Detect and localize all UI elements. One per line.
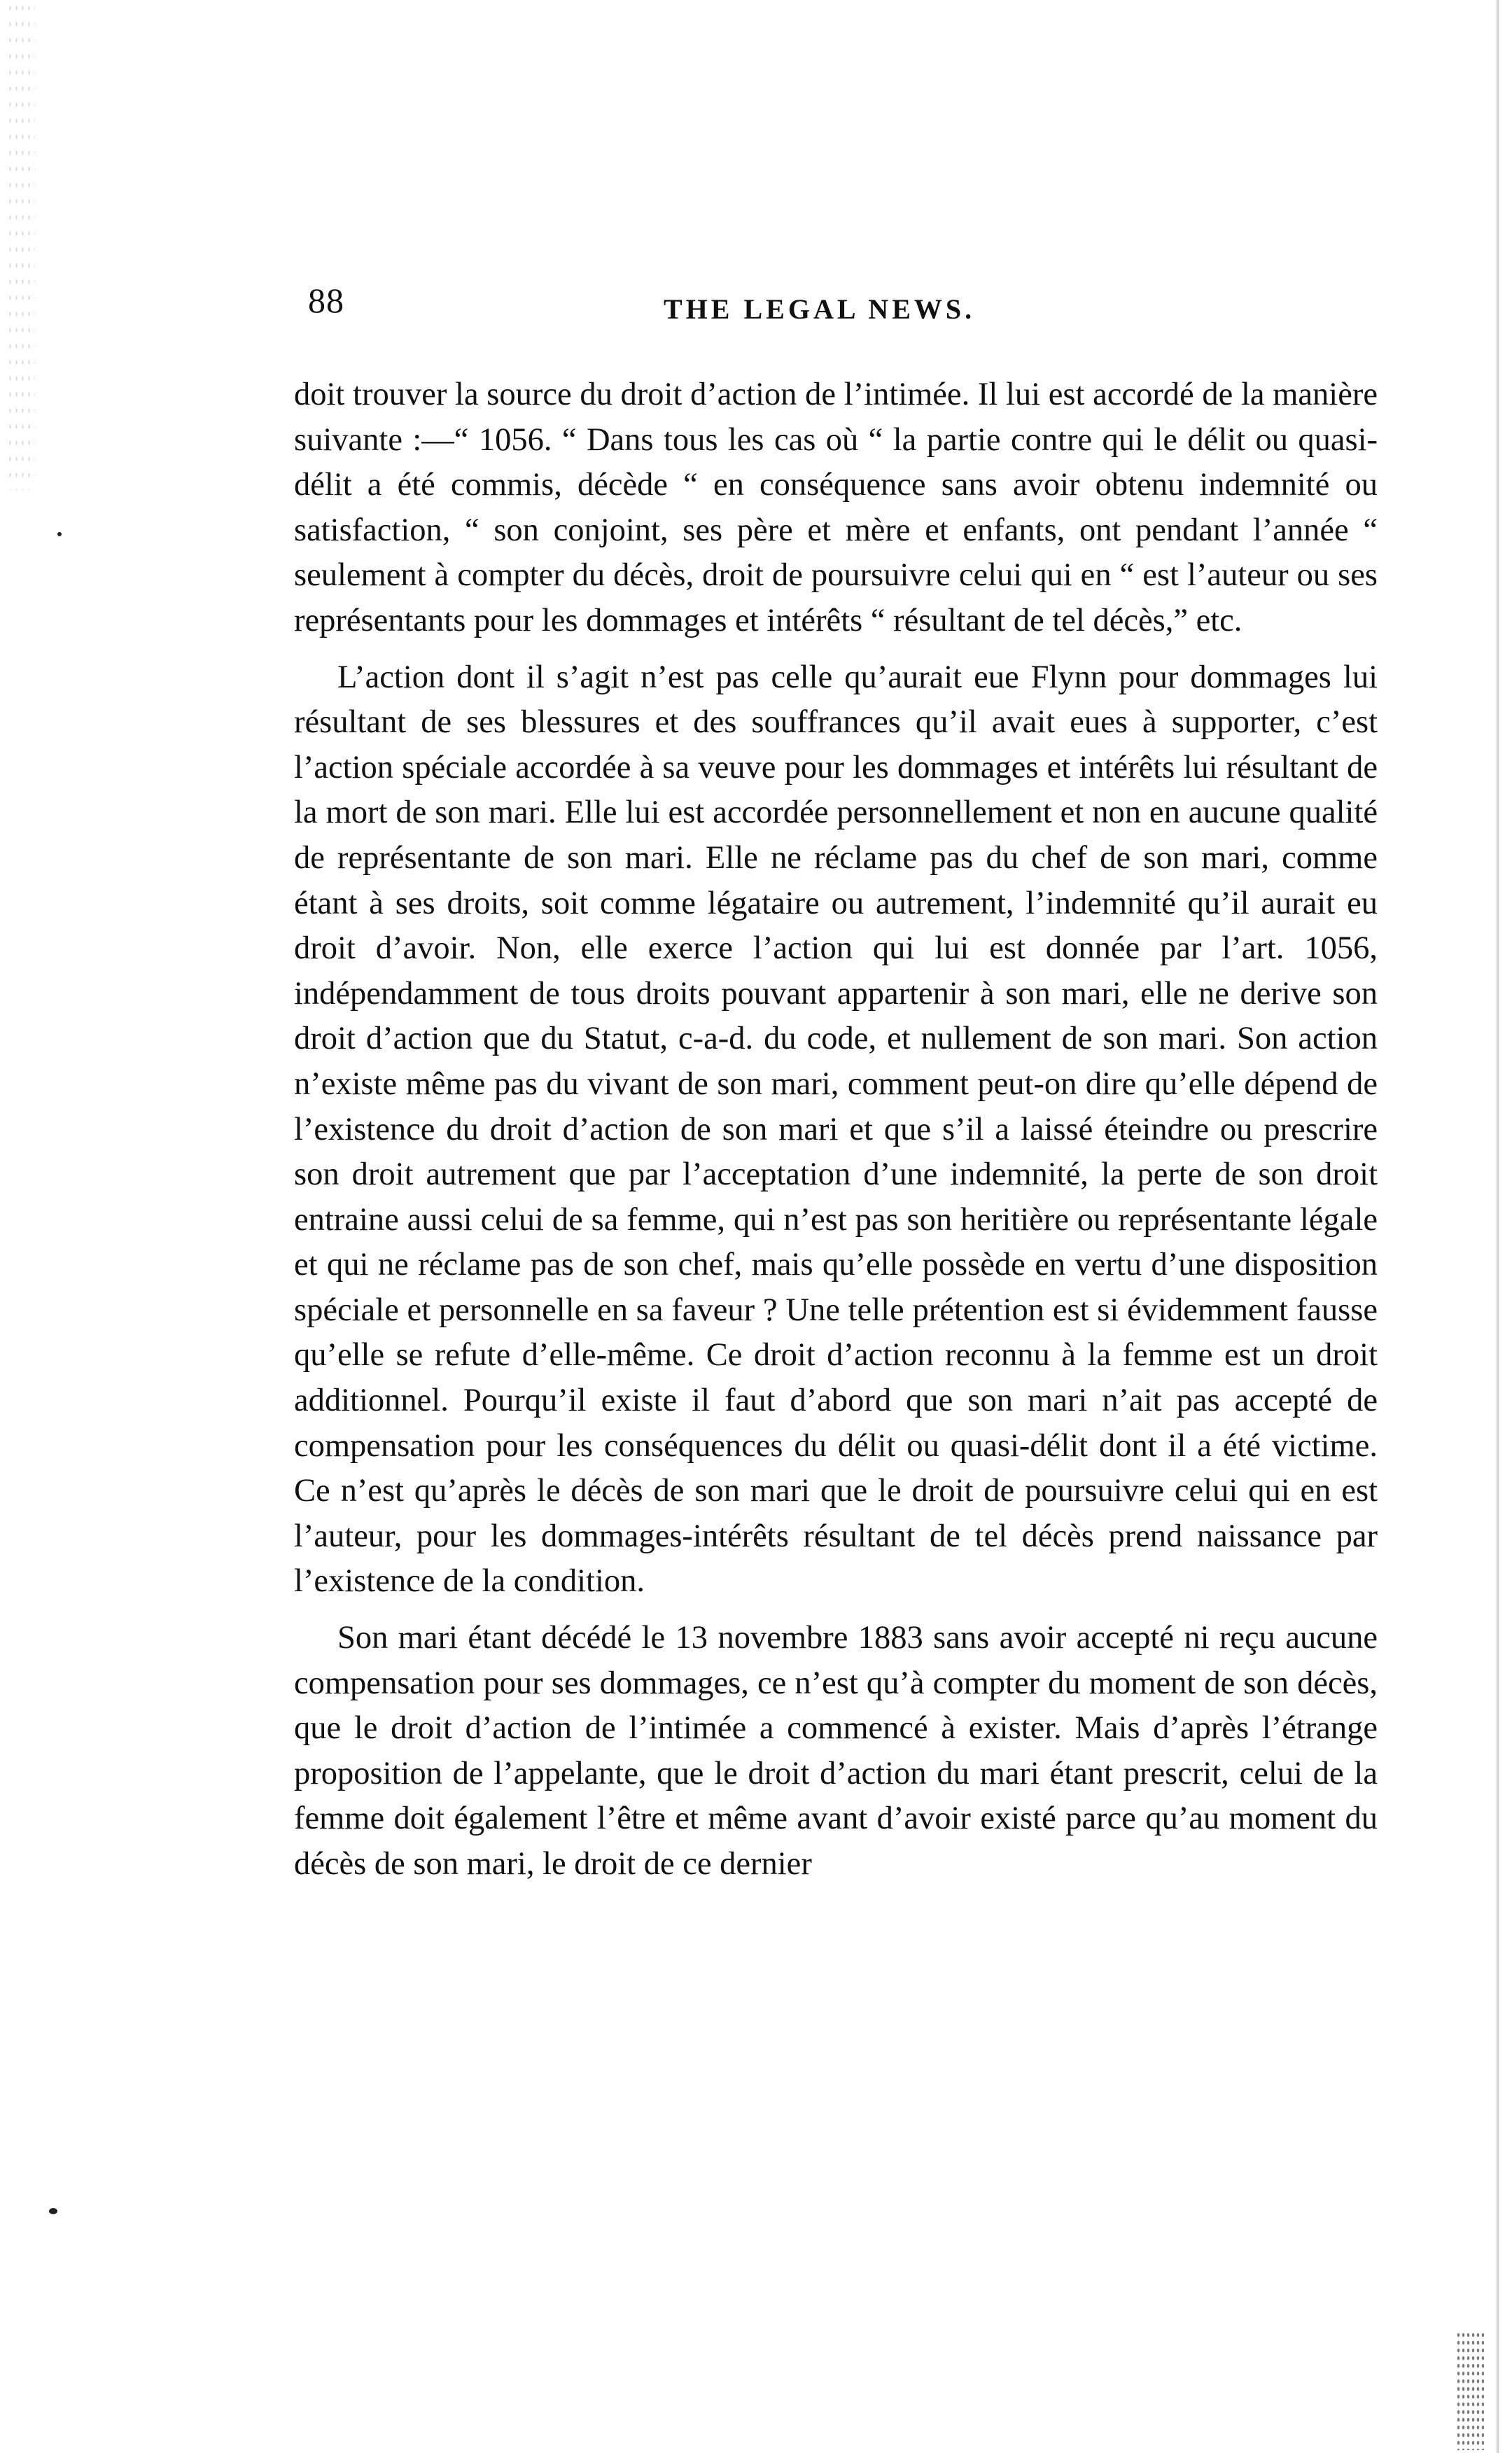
scan-edge-shadow (1495, 0, 1499, 2453)
body-text (294, 372, 1378, 1887)
page-number: 88 (308, 281, 344, 320)
scan-edge-noise (7, 0, 35, 490)
running-title: THE LEGAL NEWS. (664, 293, 976, 325)
paragraph-3: Son mari étant décédé le 13 novembre 1883 sans avoir accepté ni reçu aucune compensation pour ses dommages, ce n’est qu’à compter du moment de son décès, que le droit d’action de l’intimée a commencé à exister. Mais d’après l’étrange proposition de l’appelante, que le droit d’action du mari étant prescrit, celui de la femme doit également l’être et même avant d’avoir existé parce qu’au moment du décès de son mari, le droit de ce dernier (294, 1620, 1378, 1882)
running-header (308, 280, 1372, 329)
margin-mark (57, 532, 62, 536)
paragraph-2: L’action dont il s’agit n’est pas celle qu’aurait eue Flynn pour dommages lui résultant de ses blessures et des souffrances qu’il avait eues à supporter, c’est l’action spéciale accordée à sa veuve pour les dommages et intérêts lui résultant de la mort de son mari. Elle lui est accordée personnellement et non en aucune qualité de représentante de son mari. Elle ne réclame pas du chef de son mari, comme étant à ses droits, soit comme légataire ou autrement, l’indemnité qu’il aurait eu droit d’avoir. Non, elle exerce l’action qui lui est donnée par l’art. 1056, indépendamment de tous droits pouvant appartenir à son mari, elle ne derive son droit d’action que du Statut, c-a-d. du code, et nullement de son mari. Son action n’existe même pas du vivant de son mari, comment peut-on dire qu’elle dépend de l’existence du droit d’action de son mari et que s’il a laissé éteindre ou prescrire son droit autrement que par l’acceptation d’une indemnité, la perte de son droit entraine aussi celui de sa femme, qui n’est pas son heritière ou représentante légale et qui ne réclame pas de son chef, mais qu’elle possède en vertu d’une disposition spéciale et personnelle en sa faveur ? Une telle prétention est si évidemment fausse qu’elle se refute d’elle-même. Ce droit d’action reconnu à la femme est un droit additionnel. Pourqu’il existe il faut d’abord que son mari n’ait pas accepté de compensation pour les conséquences du délit ou quasi-délit dont il a été victime. Ce n’est qu’après le décès de son mari que le droit de poursuivre celui qui en est l’auteur, pour les dommages-intérêts résultant de tel décès prend naissance par l’existence de la condition. (294, 659, 1378, 1600)
scan-corner-noise (1456, 2331, 1484, 2450)
margin-mark (49, 2208, 57, 2214)
paragraph-1: doit trouver la source du droit d’action de l’intimée. Il lui est accordé de la manière suivante :—“ 1056. “ Dans tous les cas où “ la partie contre qui le délit ou quasi-délit a été commis, décède “ en conséquence sans avoir obtenu indemnité ou satisfaction, “ son conjoint, ses père et mère et enfants, ont pendant l’année “ seulement à compter du décès, droit de poursuivre celui qui en “ est l’auteur ou ses représentants pour les dommages et intérêts “ résultant de tel décès,” etc. (294, 377, 1378, 638)
